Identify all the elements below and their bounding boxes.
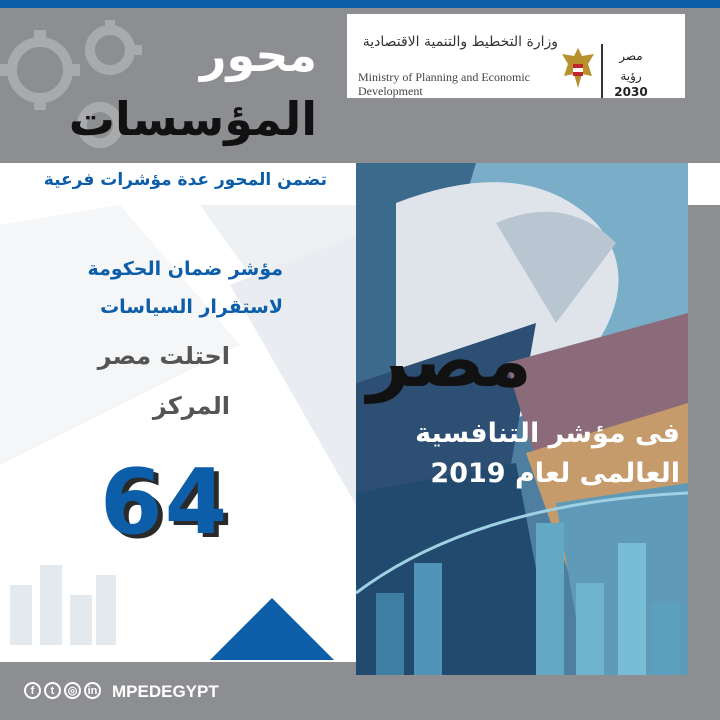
social-icons: [24, 682, 101, 699]
poster-headline: مصر: [367, 318, 532, 404]
linkedin-icon[interactable]: in: [84, 682, 101, 699]
ministry-name-arabic: وزارة التخطيط والتنمية الاقتصادية: [362, 34, 558, 50]
svg-text:2030: 2030: [614, 85, 648, 98]
indicator-name-line1: مؤشر ضمان الحكومة: [87, 258, 283, 280]
facebook-icon[interactable]: f: [24, 682, 41, 699]
indicator-name-line2: لاستقرار السياسات: [100, 296, 283, 318]
rank-caption-line1: احتلت مصر: [97, 342, 230, 370]
bar-decoration: [10, 555, 120, 645]
axis-title-line1: محور: [200, 28, 317, 82]
poster-text-line2: العالمى لعام 2019: [430, 458, 680, 489]
ministry-name-english-line2: Development: [358, 84, 423, 98]
subtitle-text: تضمن المحور عدة مؤشرات فرعية: [43, 170, 327, 190]
rank-caption-line2: المركز: [152, 392, 230, 420]
instagram-icon[interactable]: ◎: [64, 682, 81, 699]
twitter-icon[interactable]: t: [44, 682, 61, 699]
rank-value: 64: [100, 450, 230, 555]
poster-text-line1: فى مؤشر التنافسية: [415, 418, 680, 449]
axis-title-line2: المؤسسات: [68, 92, 317, 146]
egypt-vision-2030-logo: [601, 44, 655, 98]
top-accent-bar: [0, 0, 720, 8]
social-handle[interactable]: MPEDEGYPT: [112, 682, 219, 701]
egypt-eagle-emblem: [560, 46, 596, 90]
ministry-name-english-line1: Ministry of Planning and Economic: [358, 70, 530, 84]
svg-text:مصر: مصر: [619, 49, 643, 63]
blue-triangle-decoration: [210, 598, 334, 660]
svg-text:رؤية: رؤية: [620, 69, 642, 83]
ministry-name-english: [358, 70, 530, 98]
